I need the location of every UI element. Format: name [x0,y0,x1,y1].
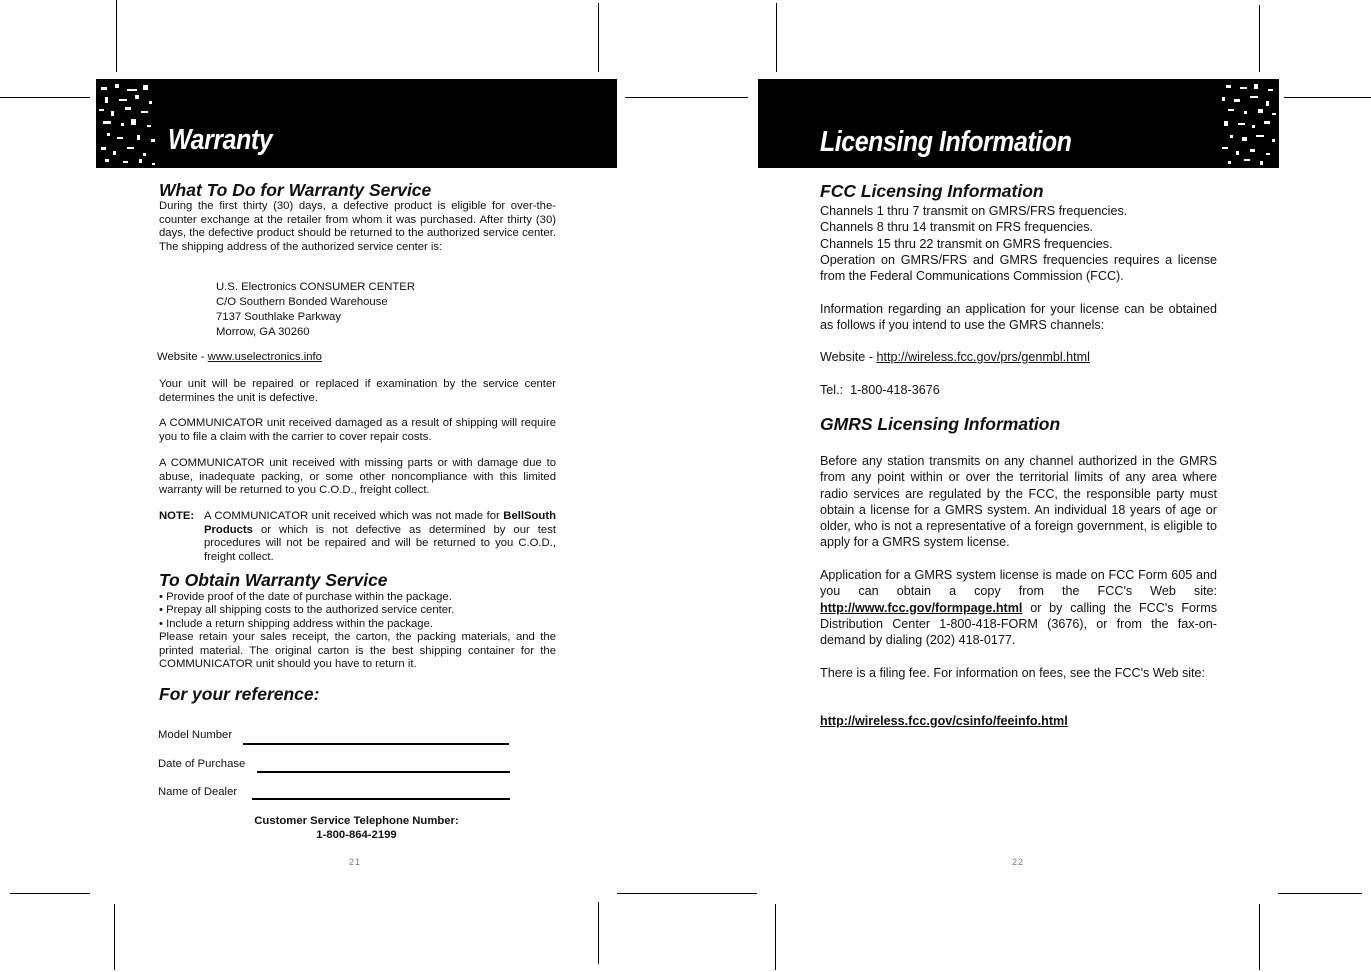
section-heading-warranty-service: What To Do for Warranty Service [159,180,432,200]
crop-mark [617,893,757,894]
paragraph-warranty-service: During the first thirty (30) days, a defective product is eligible for over-the-counter exchange at the retailer from whom it was purchased. After thirty (30) days, the defective product should be returned to the authorized service center. The shipping address of the authorized service center is: [159,200,556,253]
paragraph-retain: Please retain your sales receipt, the carton, the packing materials, and the printed material. The original carton is the best shipping container for the COMMUNICATOR unit should you have to return it. [159,631,556,670]
fcc-website-link[interactable]: http://wireless.fcc.gov/prs/genmbl.html [876,350,1090,364]
crop-mark [0,97,90,98]
field-label-model-number: Model Number [158,729,233,741]
crop-mark [1259,5,1260,72]
paragraph-application: Application for a GMRS system license is made on FCC Form 605 and you can obtain a copy from the FCC's Web site: http://www.fcc.gov/formpage.html or by calling the FCC's Forms Distribution Center 1-800-418-FORM (3676), or from the fax-on-demand by dialing (202) 418-0177. [820,568,1217,648]
paragraph-before: Before any station transmits on any channel authorized in the GMRS from any point within or over the territorial limits of any area where radio services are regulated by the FCC, the responsible party must obtain a license for a GMRS system. An individual 18 years of age or older, who is not a representative of a foreign government, is eligible to apply for a GMRS system license. [820,454,1217,550]
customer-service-label: Customer Service Telephone Number: [254,815,459,827]
section-heading-reference: For your reference: [159,684,320,704]
channel-line: Channels 15 thru 22 transmit on GMRS frequencies. [820,237,1113,251]
crop-mark [776,3,777,72]
crop-mark [1259,904,1260,970]
feeinfo-link[interactable]: http://wireless.fcc.gov/csinfo/feeinfo.html [820,714,1068,728]
crop-mark [10,893,90,894]
fee-link-line [820,714,1068,728]
section-heading-gmrs: GMRS Licensing Information [820,414,1061,434]
address-line: 7137 Southlake Parkway [216,311,341,323]
address-line: C/O Southern Bonded Warehouse [216,296,388,308]
crop-mark [1284,97,1371,98]
formpage-link[interactable]: http://www.fcc.gov/formpage.html [820,600,1023,615]
crop-mark [114,904,115,970]
tel-line [820,383,940,397]
name-of-dealer-input-line[interactable] [252,798,510,800]
page-number: 21 [349,857,362,867]
page-number: 22 [1012,857,1025,867]
note-label: NOTE: [159,510,195,522]
section-heading-obtain-service: To Obtain Warranty Service [159,570,388,590]
page-title: Licensing Information [820,126,1072,158]
channel-line: Channels 1 thru 7 transmit on GMRS/FRS frequencies. [820,204,1128,218]
brand-name: BellSouth Products [204,510,556,536]
website-line [157,351,322,363]
paragraph-damaged: A COMMUNICATOR unit received damaged as a result of shipping will require you to file a claim with the carrier to cover repair costs. [159,417,556,443]
model-number-input-line[interactable] [243,743,509,745]
field-label-date-of-purchase: Date of Purchase [158,758,246,770]
website-link[interactable]: www.uselectronics.info [207,351,322,363]
halftone-pattern [97,81,157,167]
section-heading-fcc: FCC Licensing Information [820,181,1044,201]
crop-mark [775,904,776,970]
bullet-item: • Provide proof of the date of purchase within the package. [159,591,452,603]
page-title: Warranty [168,124,273,156]
licensing-banner [758,79,1279,168]
bullet-item: • Prepay all shipping costs to the authorized service center. [159,604,455,616]
fcc-website-line [820,350,1090,364]
customer-service-phone: 1-800-864-2199 [316,829,397,841]
paragraph-fee: There is a filing fee. For information on fees, see the FCC's Web site: [820,666,1206,680]
paragraph-info: Information regarding an application for your license can be obtained as follows if you intend to use the GMRS channels: [820,302,1217,333]
crop-mark [116,0,117,72]
crop-mark [598,902,599,964]
crop-mark [598,3,599,72]
crop-mark [1278,893,1362,894]
field-label-name-of-dealer: Name of Dealer [158,786,238,798]
paragraph-repair: Your unit will be repaired or replaced if examination by the service center determines the unit is defective. [159,378,556,404]
tel-number: 1-800-418-3676 [850,383,940,397]
date-of-purchase-input-line[interactable] [257,771,510,773]
bullet-item: • Include a return shipping address within the package. [159,618,433,630]
channel-line: Channels 8 thru 14 transmit on FRS frequencies. [820,220,1094,234]
tel-label: Tel.: [820,383,844,397]
warranty-banner [96,79,617,168]
website-label: Website - [820,350,877,364]
note-text: A COMMUNICATOR unit received which was not made for BellSouth Products or which is not defective as determined by our test procedures will not be repaired and will be returned to you C.O.D., freight collect. [204,510,556,563]
paragraph-missing-parts: A COMMUNICATOR unit received with missing parts or with damage due to abuse, inadequate packing, or some other noncompliance with this limited warranty will be returned to you C.O.D., freight collect. [159,457,556,496]
halftone-pattern [1220,81,1278,167]
address-line: U.S. Electronics CONSUMER CENTER [216,281,415,293]
crop-mark [625,97,748,98]
website-label: Website - [157,351,208,363]
paragraph-operation: Operation on GMRS/FRS and GMRS frequencies requires a license from the Federal Communications Commission (FCC). [820,253,1217,284]
address-line: Morrow, GA 30260 [216,326,310,338]
